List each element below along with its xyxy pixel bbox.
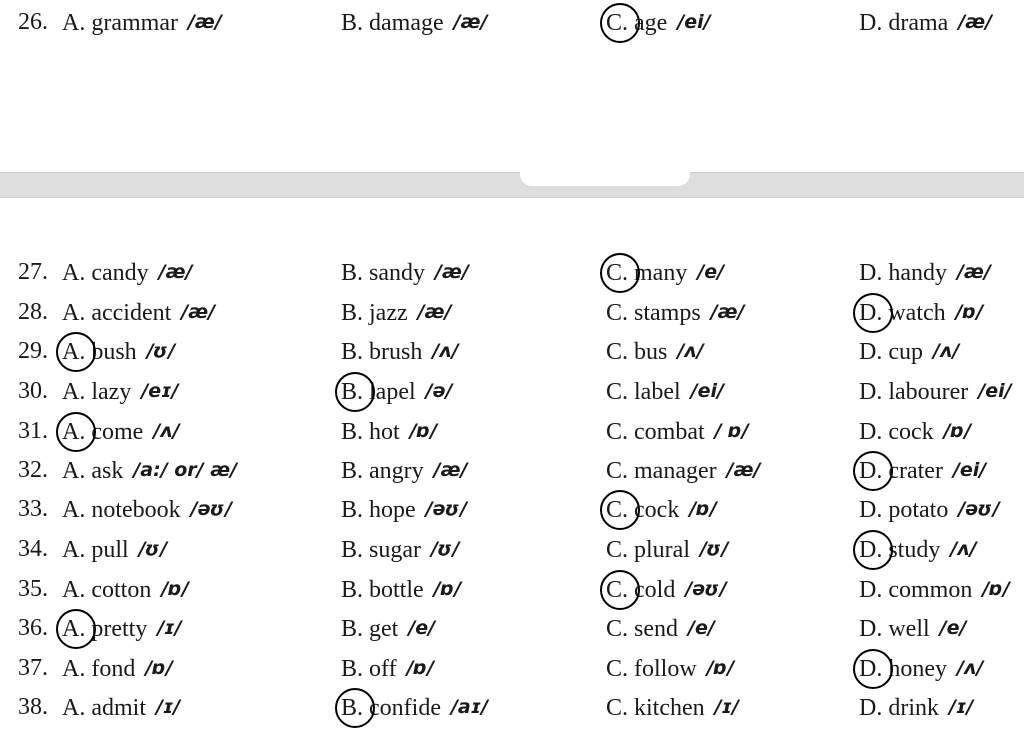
phonetic-symbol: /ɪ/: [714, 696, 739, 718]
option-word: cotton: [91, 577, 152, 603]
option-letter: D.: [859, 577, 883, 603]
phonetic-symbol: /æ/: [158, 261, 193, 283]
option-letter: B.: [341, 374, 363, 410]
phonetic-symbol: /æ/: [181, 301, 216, 323]
phonetic-symbol: /aɪ/: [450, 696, 489, 718]
phonetic-symbol: /e/: [408, 617, 436, 639]
option-letter: C.: [606, 492, 628, 528]
phonetic-symbol: /ɪ/: [156, 696, 181, 718]
option-word: follow: [634, 656, 697, 682]
option-letter: B.: [341, 458, 364, 484]
option-word: combat: [634, 419, 705, 445]
option-letter: A.: [62, 10, 86, 36]
phonetic-symbol: /ei/: [952, 459, 987, 481]
phonetic-symbol: /əʊ/: [190, 498, 233, 520]
question-row: [0, 491, 1024, 527]
option-word: ask: [91, 458, 124, 484]
option-letter: A.: [62, 497, 86, 523]
option-word: potato: [888, 497, 949, 523]
option-letter: A.: [62, 260, 86, 286]
option-d: [859, 333, 959, 369]
question-number: 31.: [18, 418, 48, 444]
phonetic-symbol: /e/: [697, 261, 725, 283]
option-a: [62, 689, 180, 725]
phonetic-symbol: /ʊ/: [431, 538, 460, 560]
question-row: [0, 610, 1024, 646]
option-letter: A.: [62, 379, 86, 405]
phonetic-symbol: /ɒ/: [689, 498, 717, 520]
option-letter: C.: [606, 695, 629, 721]
option-a: [62, 571, 189, 607]
option-word: bottle: [369, 577, 424, 603]
option-word: crater: [888, 458, 943, 484]
question-number: 30.: [18, 378, 48, 404]
option-a: [62, 294, 215, 330]
option-letter: B.: [341, 656, 364, 682]
phonetic-symbol: /a:/ or/ æ/: [133, 459, 238, 481]
option-d: [859, 610, 966, 646]
option-word: sugar: [369, 537, 421, 563]
option-word: accident: [91, 300, 172, 326]
option-d: [859, 571, 1010, 607]
option-a: [62, 610, 182, 646]
option-c: [606, 571, 727, 607]
option-word: handy: [888, 260, 947, 286]
phonetic-symbol: /ə/: [425, 380, 453, 402]
phonetic-symbol: /e/: [939, 617, 967, 639]
option-word: well: [888, 616, 930, 642]
option-letter: C.: [606, 419, 629, 445]
phonetic-symbol: /əʊ/: [958, 498, 1000, 520]
option-letter: D.: [859, 695, 883, 721]
option-word: cup: [888, 339, 923, 365]
option-b: [341, 333, 459, 369]
option-a: [62, 491, 232, 527]
option-c: [606, 413, 749, 449]
option-c: [606, 254, 724, 290]
question-row: [0, 294, 1024, 330]
option-word: stamps: [634, 300, 701, 326]
phonetic-symbol: /ei/: [978, 380, 1012, 402]
option-letter: C.: [606, 339, 629, 365]
question-number: 27.: [18, 259, 48, 285]
option-word: bush: [91, 339, 137, 365]
option-word: jazz: [369, 300, 408, 326]
phonetic-symbol: /æ/: [710, 301, 745, 323]
option-b: [341, 413, 437, 449]
option-word: honey: [888, 656, 947, 682]
option-letter: C.: [606, 300, 629, 326]
option-letter: D.: [859, 295, 882, 331]
option-c: [606, 373, 724, 409]
option-word: brush: [369, 339, 423, 365]
phonetic-symbol: /ʌ/: [933, 340, 960, 362]
option-word: pull: [91, 537, 129, 563]
option-word: lapel: [369, 379, 416, 405]
question-row: [0, 254, 1024, 290]
phonetic-symbol: /ʌ/: [950, 538, 977, 560]
phonetic-symbol: /ɒ/: [943, 420, 972, 442]
phonetic-symbol: / ɒ/: [714, 420, 749, 442]
option-word: drink: [888, 695, 940, 721]
option-letter: D.: [859, 260, 883, 286]
option-letter: C.: [606, 656, 629, 682]
question-number: 38.: [18, 694, 48, 720]
option-letter: C.: [606, 616, 629, 642]
option-a: [62, 333, 175, 369]
option-letter: A.: [62, 695, 86, 721]
option-word: confide: [369, 695, 441, 721]
option-letter: B.: [341, 577, 364, 603]
question-number: 33.: [18, 496, 48, 522]
option-a: [62, 650, 173, 686]
phonetic-symbol: /ɒ/: [409, 420, 438, 442]
option-word: angry: [369, 458, 424, 484]
option-letter: C.: [606, 572, 628, 608]
option-d: [859, 491, 1000, 527]
option-word: off: [369, 656, 397, 682]
page-break-smudge: [520, 160, 690, 186]
question-number: 37.: [18, 655, 48, 681]
option-letter: C.: [606, 458, 629, 484]
option-letter: B.: [341, 497, 364, 523]
phonetic-symbol: /ʊ/: [146, 340, 176, 362]
option-b: [341, 373, 452, 409]
question-row: [0, 413, 1024, 449]
option-word: labourer: [888, 379, 969, 405]
phonetic-symbol: /ei/: [690, 380, 724, 402]
phonetic-symbol: /æ/: [435, 261, 469, 283]
option-c: [606, 452, 760, 488]
option-letter: D.: [859, 532, 882, 568]
question-row: [0, 571, 1024, 607]
option-b: [341, 4, 487, 40]
option-b: [341, 689, 488, 725]
option-c: [606, 333, 704, 369]
option-word: plural: [634, 537, 690, 563]
phonetic-symbol: /æ/: [453, 11, 488, 33]
option-b: [341, 610, 435, 646]
option-word: label: [634, 379, 681, 405]
option-d: [859, 4, 992, 40]
option-letter: A.: [62, 577, 86, 603]
page-break-band: [0, 172, 1024, 198]
option-a: [62, 254, 192, 290]
phonetic-symbol: /ɒ/: [982, 578, 1010, 600]
phonetic-symbol: /ʌ/: [677, 340, 704, 362]
question-number: 26.: [18, 9, 48, 35]
option-word: lazy: [91, 379, 132, 405]
option-word: cock: [634, 497, 680, 523]
option-letter: D.: [859, 616, 883, 642]
phonetic-symbol: /ʌ/: [153, 420, 180, 442]
option-word: admit: [91, 695, 146, 721]
option-word: damage: [369, 10, 444, 36]
option-d: [859, 452, 986, 488]
option-word: age: [634, 10, 668, 36]
option-word: get: [369, 616, 399, 642]
option-c: [606, 491, 717, 527]
option-letter: A.: [62, 334, 85, 370]
phonetic-symbol: /ɒ/: [433, 578, 462, 600]
option-word: candy: [91, 260, 149, 286]
option-word: hot: [369, 419, 400, 445]
option-b: [341, 491, 467, 527]
option-letter: D.: [859, 379, 883, 405]
option-word: common: [888, 577, 973, 603]
option-b: [341, 452, 467, 488]
option-word: come: [91, 419, 144, 445]
option-letter: D.: [859, 453, 882, 489]
phonetic-symbol: /ɒ/: [706, 657, 735, 679]
phonetic-symbol: /ɪ/: [949, 696, 974, 718]
option-word: hope: [369, 497, 416, 523]
question-number: 36.: [18, 615, 48, 641]
option-word: cold: [634, 577, 676, 603]
option-letter: B.: [341, 260, 364, 286]
option-word: sandy: [369, 260, 426, 286]
option-a: [62, 373, 178, 409]
option-letter: D.: [859, 497, 883, 523]
option-letter: C.: [606, 379, 629, 405]
option-letter: A.: [62, 300, 86, 326]
phonetic-symbol: /ɪ/: [157, 617, 182, 639]
question-number: 34.: [18, 536, 48, 562]
option-letter: C.: [606, 537, 629, 563]
option-word: send: [634, 616, 679, 642]
phonetic-symbol: /ʊ/: [700, 538, 729, 560]
option-c: [606, 531, 729, 567]
question-row: [0, 689, 1024, 725]
option-word: many: [634, 260, 688, 286]
option-a: [62, 4, 222, 40]
option-b: [341, 254, 469, 290]
option-c: [606, 650, 734, 686]
option-letter: A.: [62, 414, 85, 450]
option-b: [341, 650, 434, 686]
option-word: drama: [888, 10, 949, 36]
question-row: [0, 531, 1024, 567]
option-c: [606, 689, 739, 725]
option-word: fond: [91, 656, 136, 682]
option-b: [341, 294, 451, 330]
question-row: [0, 452, 1024, 488]
question-row: [0, 650, 1024, 686]
option-letter: A.: [62, 458, 86, 484]
question-row: [0, 4, 1024, 40]
phonetic-symbol: /æ/: [433, 459, 468, 481]
option-word: kitchen: [634, 695, 705, 721]
option-letter: B.: [341, 300, 364, 326]
option-d: [859, 254, 991, 290]
option-d: [859, 650, 983, 686]
phonetic-symbol: /ei/: [677, 11, 711, 33]
phonetic-symbol: /əʊ/: [685, 578, 727, 600]
option-word: pretty: [91, 616, 148, 642]
option-letter: B.: [341, 537, 364, 563]
question-row: [0, 373, 1024, 409]
option-a: [62, 531, 167, 567]
option-word: study: [888, 537, 941, 563]
phonetic-symbol: /æ/: [957, 261, 991, 283]
option-word: grammar: [91, 10, 178, 36]
option-a: [62, 452, 237, 488]
question-number: 29.: [18, 338, 48, 364]
phonetic-symbol: /əʊ/: [425, 498, 468, 520]
option-letter: D.: [859, 419, 883, 445]
phonetic-symbol: /æ/: [187, 11, 222, 33]
option-letter: A.: [62, 611, 85, 647]
option-letter: C.: [606, 255, 628, 291]
phonetic-symbol: /ʌ/: [957, 657, 984, 679]
phonetic-symbol: /æ/: [958, 11, 993, 33]
option-letter: D.: [859, 651, 882, 687]
question-row: [0, 333, 1024, 369]
option-letter: B.: [341, 10, 364, 36]
phonetic-symbol: /ɒ/: [161, 578, 189, 600]
phonetic-symbol: /e/: [688, 617, 715, 639]
option-letter: B.: [341, 690, 363, 726]
option-word: cock: [888, 419, 934, 445]
option-word: bus: [634, 339, 668, 365]
option-word: manager: [634, 458, 717, 484]
option-letter: A.: [62, 656, 86, 682]
option-d: [859, 689, 973, 725]
option-b: [341, 571, 461, 607]
phonetic-symbol: /æ/: [726, 459, 761, 481]
question-number: 32.: [18, 457, 48, 483]
option-c: [606, 4, 711, 40]
option-letter: B.: [341, 419, 364, 445]
option-c: [606, 610, 715, 646]
option-d: [859, 373, 1012, 409]
option-d: [859, 413, 971, 449]
phonetic-symbol: /ɒ/: [406, 657, 435, 679]
phonetic-symbol: /eɪ/: [141, 380, 179, 402]
option-word: watch: [888, 300, 946, 326]
option-letter: D.: [859, 10, 883, 36]
option-letter: D.: [859, 339, 883, 365]
phonetic-symbol: /æ/: [417, 301, 452, 323]
phonetic-symbol: /ɒ/: [145, 657, 173, 679]
phonetic-symbol: /ɒ/: [955, 301, 984, 323]
option-letter: A.: [62, 537, 86, 563]
option-b: [341, 531, 460, 567]
question-number: 28.: [18, 299, 48, 325]
phonetic-symbol: /ʊ/: [138, 538, 168, 560]
option-letter: C.: [606, 5, 628, 41]
option-d: [859, 531, 977, 567]
option-a: [62, 413, 180, 449]
option-letter: B.: [341, 616, 364, 642]
phonetic-symbol: /ʌ/: [432, 340, 459, 362]
option-d: [859, 294, 983, 330]
question-number: 35.: [18, 576, 48, 602]
option-letter: B.: [341, 339, 364, 365]
option-c: [606, 294, 744, 330]
option-word: notebook: [91, 497, 181, 523]
